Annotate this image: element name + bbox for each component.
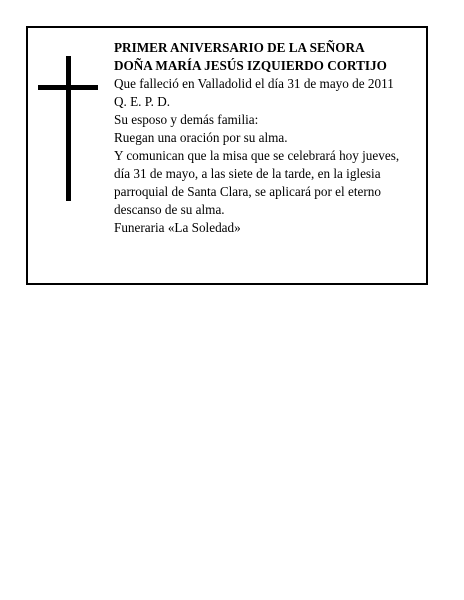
rip-text: Q. E. P. D. [114,94,171,109]
notice-text [114,39,420,237]
mass-announcement-line-4: descanso de su alma. [114,202,225,217]
cross-vertical-bar [66,56,71,201]
family-text: Su esposo y demás familia: [114,112,259,127]
obituary-notice [26,26,428,285]
cross-horizontal-bar [38,85,98,90]
cross-icon [38,56,98,201]
notice-heading-line-1: PRIMER ANIVERSARIO DE LA SEÑORA [114,40,365,55]
notice-heading-line-2: DOÑA MARÍA JESÚS IZQUIERDO CORTIJO [114,58,387,73]
death-info: Que falleció en Valladolid el día 31 de mayo de 2011 [114,76,394,91]
mass-announcement-line-1: Y comunican que la misa que se celebrará hoy jueves, [114,148,400,163]
prayer-request: Ruegan una oración por su alma. [114,130,288,145]
funeral-home: Funeraria «La Soledad» [114,220,241,235]
mass-announcement-line-2: día 31 de mayo, a las siete de la tarde, en la iglesia [114,166,381,181]
mass-announcement-line-3: parroquial de Santa Clara, se aplicará por el eterno [114,184,381,199]
